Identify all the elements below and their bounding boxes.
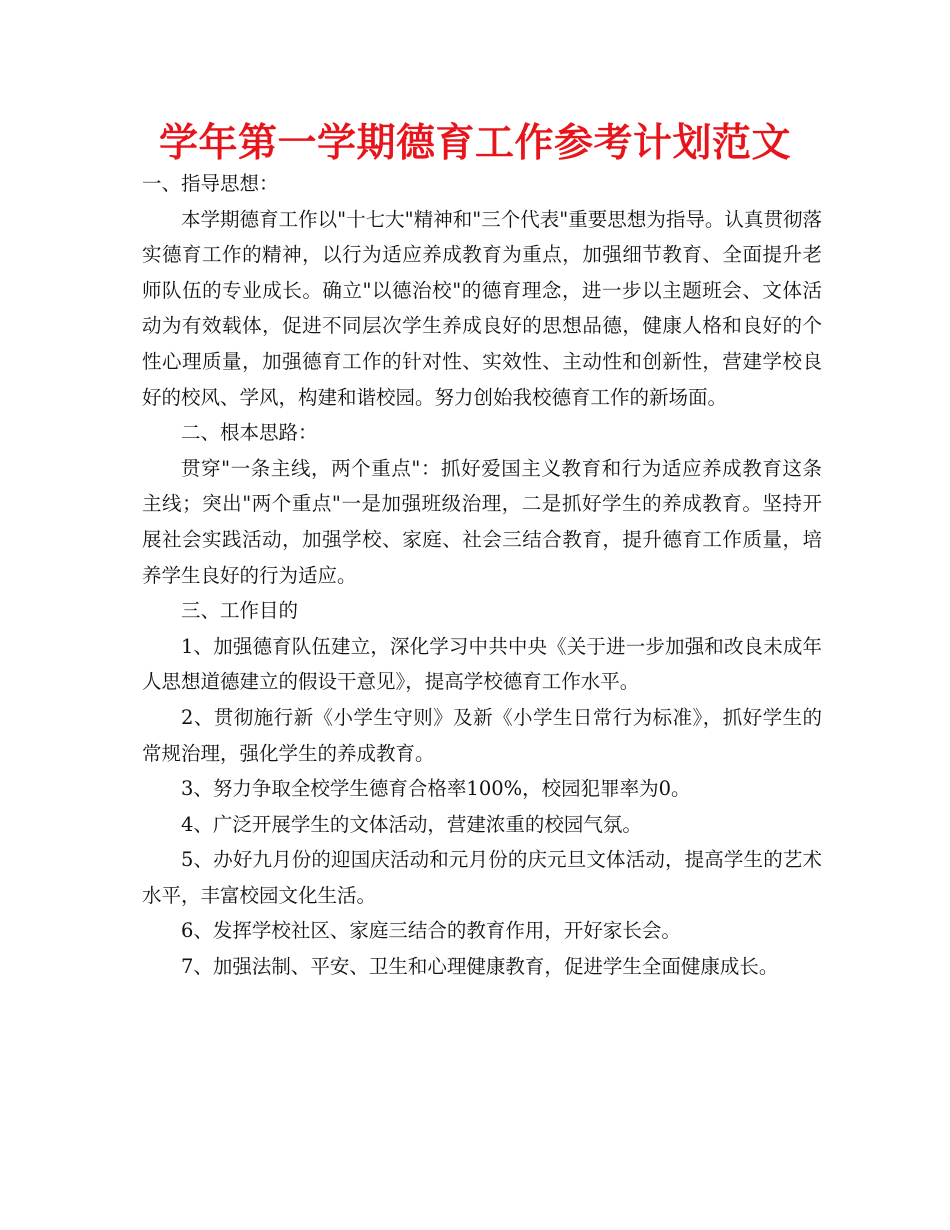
section-heading-work-goals: 三、工作目的: [181, 599, 299, 623]
section-heading-basic-approach: 二、根本思路：: [181, 421, 318, 445]
section-heading-guiding-ideology: 一、指导思想：: [142, 172, 279, 195]
document-body: [142, 166, 822, 985]
paragraph-basic-approach: 贯穿"一条主线，两个重点"：抓好爱国主义教育和行为适应养成教育这条主线；突出"两个重点"一是加强班级治理，二是抓好学生的养成教育。坚持开展社会实践活动，加强学校、家庭、社会三结合教育，提升德育工作质量，培养学生良好的行为适应。: [142, 456, 822, 587]
goal-item-3: 3、努力争取全校学生德育合格率100%，校园犯罪率为0。: [181, 777, 691, 801]
goal-item-1: 1、加强德育队伍建立，深化学习中共中央《关于进一步加强和改良未成年人思想道德建立的假设干意见》，提高学校德育工作水平。: [142, 634, 822, 694]
goal-item-7: 7、加强法制、平安、卫生和心理健康教育，促进学生全面健康成长。: [181, 955, 779, 979]
goal-item-2: 2、贯彻施行新《小学生守则》及新《小学生日常行为标准》，抓好学生的常规治理，强化学生的养成教育。: [142, 705, 822, 765]
goal-item-5: 5、办好九月份的迎国庆活动和元月份的庆元旦文体活动，提高学生的艺术水平，丰富校园文化生活。: [142, 848, 822, 907]
document-title: 学年第一学期德育工作参考计划范文: [158, 121, 791, 166]
paragraph-guiding-ideology: 本学期德育工作以"十七大"精神和"三个代表"重要思想为指导。认真贯彻落实德育工作的精神，以行为适应养成教育为重点，加强细节教育、全面提升老师队伍的专业成长。确立"以德治校"的德育理念，进一步以主题班会、文体活动为有效载体，促进不同层次学生养成良好的思想品德，健康人格和良好的个性心理质量，加强德育工作的针对性、实效性、主动性和创新性，营建学校良好的校风、学风，构建和谐校园。努力创始我校德育工作的新场面。: [142, 207, 822, 409]
goal-item-4: 4、广泛开展学生的文体活动，营建浓重的校园气氛。: [181, 812, 642, 836]
goal-item-6: 6、发挥学校社区、家庭三结合的教育作用，开好家长会。: [181, 919, 681, 943]
